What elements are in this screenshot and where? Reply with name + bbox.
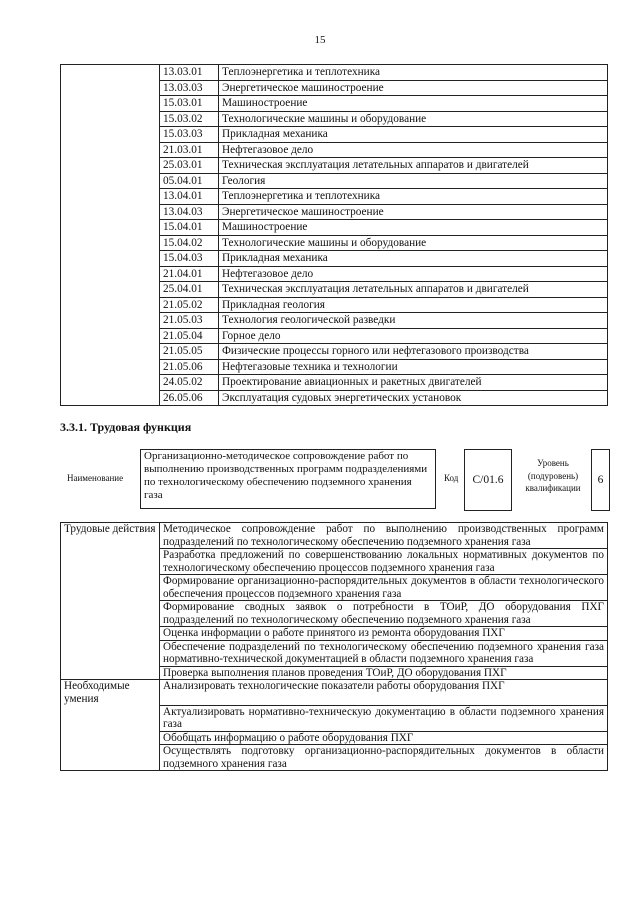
code-row-spacer [61, 282, 160, 298]
code-row-spacer [61, 80, 160, 96]
specialty-code: 13.04.03 [160, 204, 219, 220]
specialty-code: 26.05.06 [160, 390, 219, 406]
action-row [61, 549, 608, 575]
code-row-spacer [61, 390, 160, 406]
group-label: Необходимые умения [61, 680, 160, 706]
specialty-code: 15.04.03 [160, 251, 219, 267]
specialty-name: Энергетическое машиностроение [219, 80, 608, 96]
group-label-spacer [61, 705, 160, 731]
specialty-name: Горное дело [219, 328, 608, 344]
action-row [61, 705, 608, 731]
action-row [61, 575, 608, 601]
level-box [591, 449, 610, 511]
action-row [61, 745, 608, 771]
code-row [61, 328, 608, 344]
specialty-name: Нефтегазовое дело [219, 142, 608, 158]
action-row [61, 680, 608, 706]
code-row [61, 204, 608, 220]
code-row [61, 282, 608, 298]
code-row [61, 142, 608, 158]
page-number: 15 [314, 34, 326, 46]
code-row-spacer [61, 297, 160, 313]
specialty-name: Теплоэнергетика и теплотехника [219, 189, 608, 205]
specialty-code: 15.03.02 [160, 111, 219, 127]
code-row [61, 220, 608, 236]
code-row [61, 158, 608, 174]
specialty-codes-table [60, 64, 608, 406]
function-name-box [140, 449, 436, 509]
code-row-spacer [61, 313, 160, 329]
specialty-code: 25.04.01 [160, 282, 219, 298]
code-row-spacer [61, 96, 160, 112]
specialty-name: Технологические машины и оборудование [219, 235, 608, 251]
specialty-name: Техническая эксплуатация летательных аппаратов и двигателей [219, 282, 608, 298]
code-row-spacer [61, 251, 160, 267]
specialty-code: 21.05.04 [160, 328, 219, 344]
code-row-spacer [61, 173, 160, 189]
level-label: Уровень (подуровень) квалификации [525, 458, 581, 493]
specialty-name: Прикладная геология [219, 297, 608, 313]
specialty-name: Прикладная механика [219, 127, 608, 143]
specialty-code: 24.05.02 [160, 375, 219, 391]
action-text: Осуществлять подготовку организационно-распорядительных документов в области подземного хранения газа [160, 745, 608, 771]
code-row-spacer [61, 111, 160, 127]
code-row [61, 235, 608, 251]
code-row [61, 96, 608, 112]
specialty-name: Эксплуатация судовых энергетических установок [219, 390, 608, 406]
specialty-name: Машиностроение [219, 96, 608, 112]
function-code: C/01.6 [472, 474, 504, 486]
code-row-spacer [61, 235, 160, 251]
code-row [61, 127, 608, 143]
function-name: Организационно-методическое сопровождение работ по выполнению производственных программ подразделениями по технологическому обеспечению подземного хранения газа [144, 450, 428, 501]
specialty-code: 13.03.03 [160, 80, 219, 96]
specialty-code: 13.03.01 [160, 65, 219, 81]
specialty-code: 21.05.05 [160, 344, 219, 360]
action-row [61, 666, 608, 680]
specialty-code: 25.03.01 [160, 158, 219, 174]
specialty-code: 15.04.02 [160, 235, 219, 251]
code-row-spacer [61, 328, 160, 344]
code-row-spacer [61, 142, 160, 158]
code-row [61, 359, 608, 375]
function-code-box [464, 449, 512, 511]
specialty-name: Геология [219, 173, 608, 189]
labor-actions-table [60, 522, 608, 771]
section-title: 3.3.1. Трудовая функция [60, 420, 192, 434]
action-row [61, 627, 608, 641]
code-row-spacer [61, 65, 160, 81]
specialty-code: 13.04.01 [160, 189, 219, 205]
code-label: Код [444, 473, 459, 483]
specialty-name: Теплоэнергетика и теплотехника [219, 65, 608, 81]
specialty-code: 21.03.01 [160, 142, 219, 158]
action-text: Методическое сопровождение работ по выполнению производственных программ подразделений по технологическому обеспечению подземного хранения газа [160, 523, 608, 549]
action-row [61, 601, 608, 627]
code-row [61, 344, 608, 360]
code-row [61, 266, 608, 282]
specialty-code: 15.04.01 [160, 220, 219, 236]
action-text: Оценка информации о работе принятого из ремонта оборудования ПХГ [160, 627, 608, 641]
specialty-name: Физические процессы горного или нефтегазового производства [219, 344, 608, 360]
group-label-spacer [61, 627, 160, 641]
specialty-code: 15.03.03 [160, 127, 219, 143]
action-row [61, 523, 608, 549]
specialty-code: 21.05.03 [160, 313, 219, 329]
group-label-spacer [61, 666, 160, 680]
specialty-code: 15.03.01 [160, 96, 219, 112]
action-text: Актуализировать нормативно-техническую документацию в области подземного хранения газа [160, 705, 608, 731]
action-text: Проверка выполнения планов проведения ТОиР, ДО оборудования ПХГ [160, 666, 608, 680]
code-row-spacer [61, 220, 160, 236]
code-row [61, 173, 608, 189]
code-row [61, 111, 608, 127]
specialty-name: Технология геологической разведки [219, 313, 608, 329]
code-row [61, 375, 608, 391]
action-row [61, 731, 608, 745]
code-row [61, 80, 608, 96]
specialty-name: Энергетическое машиностроение [219, 204, 608, 220]
group-label: Трудовые действия [61, 523, 160, 549]
group-label-spacer [61, 745, 160, 771]
code-row-spacer [61, 266, 160, 282]
code-row-spacer [61, 344, 160, 360]
code-row [61, 297, 608, 313]
code-row [61, 313, 608, 329]
specialty-code: 05.04.01 [160, 173, 219, 189]
specialty-name: Прикладная механика [219, 251, 608, 267]
action-text: Обеспечение подразделений по технологическому обеспечению подземного хранения газа нормативно-технической документацией в области подземного хранения газа [160, 640, 608, 666]
level-value: 6 [597, 474, 604, 486]
specialty-code: 21.05.02 [160, 297, 219, 313]
specialty-code: 21.05.06 [160, 359, 219, 375]
code-row-spacer [61, 127, 160, 143]
code-row-spacer [61, 204, 160, 220]
specialty-name: Машиностроение [219, 220, 608, 236]
code-row [61, 65, 608, 81]
group-label-spacer [61, 640, 160, 666]
action-text: Анализировать технологические показатели работы оборудования ПХГ [160, 680, 608, 706]
specialty-name: Проектирование авиационных и ракетных двигателей [219, 375, 608, 391]
specialty-name: Технологические машины и оборудование [219, 111, 608, 127]
action-text: Формирование сводных заявок о потребности в ТОиР, ДО оборудования ПХГ подразделений по технологическому обеспечению подземного хранения газа [160, 601, 608, 627]
name-label: Наименование [67, 473, 124, 483]
action-text: Формирование организационно-распорядительных документов в области технологического обеспечения процессов подземного хранения газа [160, 575, 608, 601]
code-row [61, 189, 608, 205]
code-row-spacer [61, 359, 160, 375]
group-label-spacer [61, 601, 160, 627]
action-text: Обобщать информацию о работе оборудования ПХГ [160, 731, 608, 745]
action-row [61, 640, 608, 666]
code-row [61, 251, 608, 267]
specialty-name: Техническая эксплуатация летательных аппаратов и двигателей [219, 158, 608, 174]
code-row [61, 390, 608, 406]
specialty-code: 21.04.01 [160, 266, 219, 282]
code-row-spacer [61, 158, 160, 174]
group-label-spacer [61, 575, 160, 601]
action-text: Разработка предложений по совершенствованию локальных нормативных документов по технологическому обеспечению процессов подземного хранения газа [160, 549, 608, 575]
specialty-name: Нефтегазовое дело [219, 266, 608, 282]
group-label-spacer [61, 549, 160, 575]
group-label-spacer [61, 731, 160, 745]
code-row-spacer [61, 189, 160, 205]
code-row-spacer [61, 375, 160, 391]
specialty-name: Нефтегазовые техника и технологии [219, 359, 608, 375]
